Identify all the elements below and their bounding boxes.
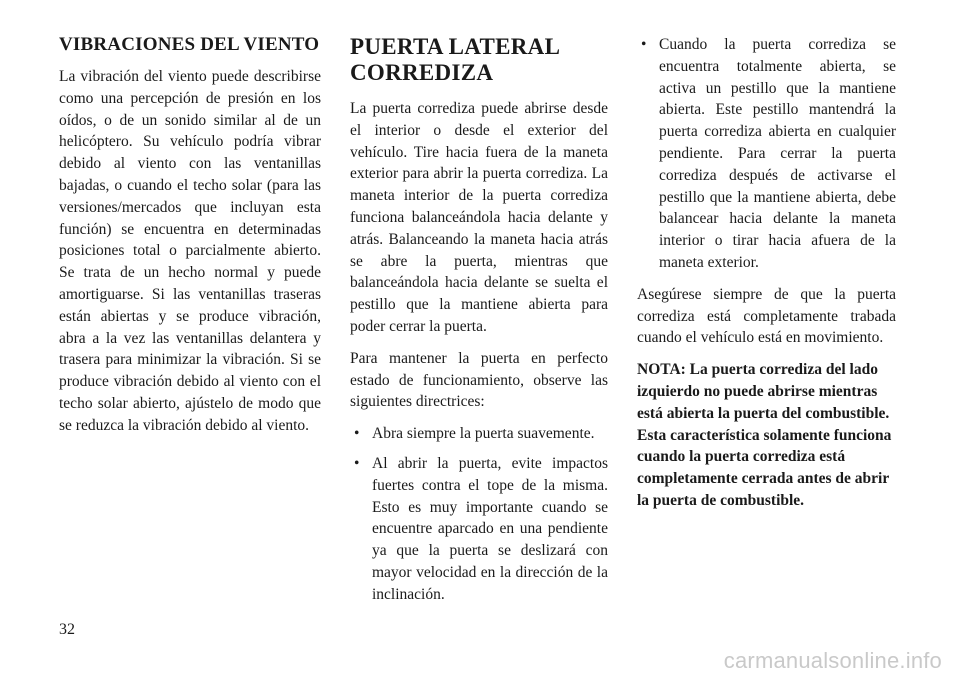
section-heading-wind-buffeting: VIBRACIONES DEL VIENTO xyxy=(59,34,320,55)
list-item xyxy=(637,34,896,274)
column-left xyxy=(59,34,321,447)
page-number: 32 xyxy=(59,621,75,638)
bullet-icon: • xyxy=(354,425,360,443)
latch-list xyxy=(637,34,896,274)
list-item-text: Al abrir la puerta, evite impactos fuertes contra el tope de la misma. Esto es muy importante cuando se encuentre aparcado en una pendiente ya que la puerta se deslizará con mayor velocidad en la dirección de la inclinación. xyxy=(372,454,608,603)
bullet-icon: • xyxy=(641,36,647,53)
watermark: carmanualsonline.info xyxy=(723,648,942,673)
list-item-text: Cuando la puerta corrediza se encuentra totalmente abierta, se activa un pestillo que la mantiene abierta. Este pestillo mantendrá la puerta corrediza abierta en cualquier pendiente. Para cerrar la puerta corrediza después de activarse el pestillo que la mantiene abierta, debe balancear hacia delante la maneta interior o tirar hacia afuera de la maneta exterior. xyxy=(659,36,896,271)
column-middle xyxy=(350,34,608,616)
list-item xyxy=(350,453,608,606)
list-item xyxy=(350,423,608,445)
bullet-icon: • xyxy=(354,454,360,472)
list-item-text: Abra siempre la puerta suavemente. xyxy=(372,425,595,443)
sliding-door-paragraph-1: La puerta corrediza puede abrirse desde el interior o desde el exterior del vehículo. Tire hacia fuera de la maneta exterior para abrir la puerta corrediza. La maneta interior de la puerta corrediza funciona balanceándola hacia delante y atrás. Balanceando la maneta hacia atrás se abre la puerta, mientras que balanceándola hacia delante se suelta el pestillo que la mantiene abierta para poder cerrar la puerta. xyxy=(350,100,608,335)
column-right xyxy=(637,34,896,522)
note-paragraph: NOTA: La puerta corrediza del lado izquierdo no puede abrirse mientras está abierta la puerta del combustible. Esta característica solamente funciona cuando la puerta corrediza está completamente cerrada antes de abrir la puerta de combustible. xyxy=(637,361,892,509)
latch-paragraph: Asegúrese siempre de que la puerta corrediza está completamente trabada cuando el vehículo está en movimiento. xyxy=(637,285,896,347)
section-heading-sliding-door: PUERTA LATERAL CORREDIZA xyxy=(350,34,559,85)
guidelines-list xyxy=(350,423,608,605)
wind-buffeting-paragraph: La vibración del viento puede describirse como una percepción de presión en los oídos, o de un sonido similar al de un helicóptero. Su vehículo podría vibrar debido al viento con las ventanillas bajadas, o cuando el techo solar (para las versiones/mercados que incluyan esta función) se encuentra en determinadas posiciones total o parcialmente abierto. Se trata de un hecho normal y puede amortiguarse. Si las ventanillas traseras están abiertas y se produce vibración, abra a la vez las ventanillas delantera y trasera para minimizar la vibración. Si se produce vibración debido al viento con el techo solar abierto, ajústelo de modo que se reduzca la vibración debido al viento. xyxy=(59,68,321,434)
sliding-door-paragraph-2: Para mantener la puerta en perfecto estado de funcionamiento, observe las siguientes directrices: xyxy=(350,349,608,411)
